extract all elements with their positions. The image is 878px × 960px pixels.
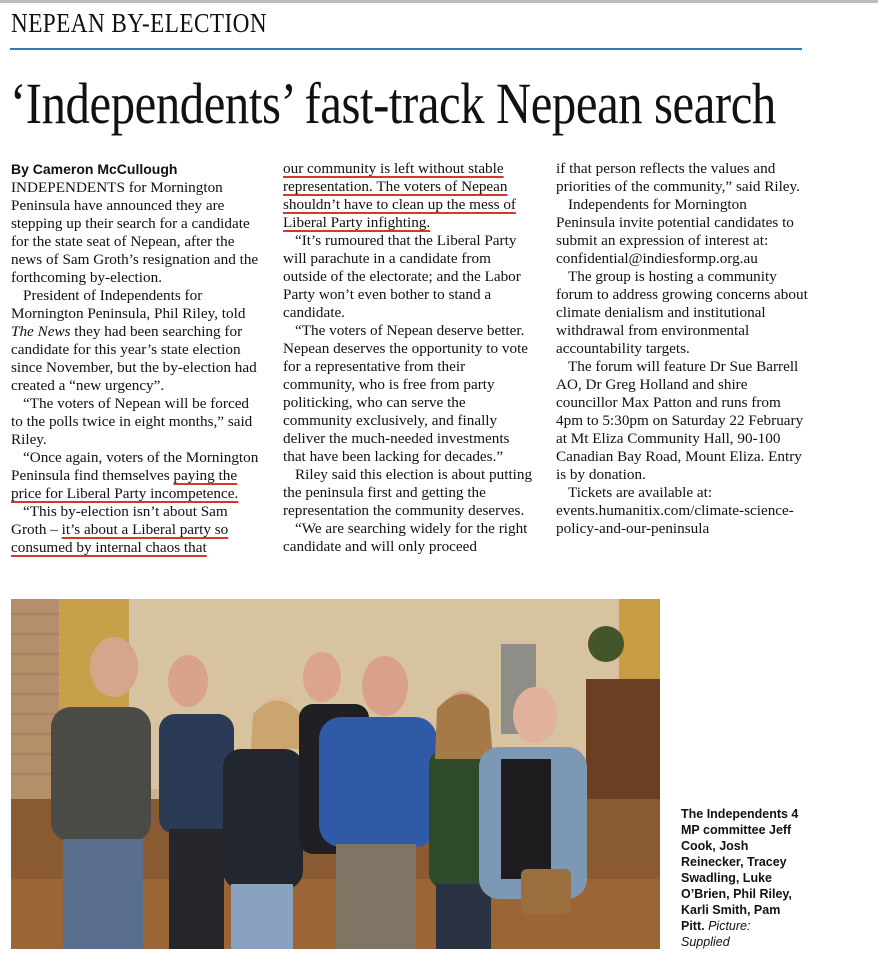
paragraph: “The voters of Nepean will be forced to the polls twice in eight months,” said Riley. [11,395,253,448]
paragraph: “We are searching widely for the right candidate and will only proceed [283,520,528,555]
paragraph: if that person reflects the values and priorities of the community,” said Riley. [556,160,800,195]
section-label: NEPEAN BY-ELECTION [11,8,268,38]
paragraph: “The voters of Nepean deserve better. Nepean deserves the opportunity to vote for a representative from their community, who is free from party politicking, who can serve the community exclusively, and finally deliver the much-needed investments that have been lacking for decades.” [283,322,529,465]
group-photo [11,599,660,949]
caption-credit: Picture: Supplied [681,919,751,949]
article-column-2 [283,160,535,556]
paragraph: Independents for Mornington Peninsula invite potential candidates to submit an expression of interest at: confidential@indiesformp.org.au [556,196,794,267]
headline: ‘Independents’ fast-track Nepean search [10,71,776,136]
paragraph: INDEPENDENTS for Mornington Peninsula have announced they are stepping up their search for a candidate for the state seat of Nepean, after the news of Sam Groth’s resignation and the forthcoming by-election. [11,179,259,286]
paragraph: Tickets are available at: events.humanitix.com/climate-science-policy-and-our-peninsula [556,484,794,537]
paragraph: Riley said this election is about putting the peninsula first and getting the representation the community deserves. [283,466,533,519]
article-column-3 [556,160,808,538]
paragraph: “Once again, voters of the Mornington Peninsula find themselves paying the price for Liberal Party incompetence. [11,449,259,502]
highlighted-text: it’s about a Liberal party so consumed by internal chaos that [11,521,229,556]
paragraph [283,160,535,232]
highlighted-text: our community is left without stable representation. The voters of Nepean shouldn’t have to clean up the mess of Liberal Party infighting. [283,160,516,231]
paragraph: “It’s rumoured that the Liberal Party will parachute in a candidate from outside of the electorate; and the Labor Party won’t even bother to stand a candidate. [283,232,521,321]
publication-name: The News [11,323,71,340]
paragraph: The forum will feature Dr Sue Barrell AO, Dr Greg Holland and shire councillor Max Patton and runs from 4pm to 5:30pm on Saturday 22 February at Mt Eliza Community Hall, 90-100 Canadian Bay Road, Mount Eliza. Entry is by donation. [556,358,804,483]
byline: By Cameron McCullough [11,161,178,177]
section-rule [10,48,802,50]
photo-caption [681,806,801,950]
paragraph: “This by-election isn’t about Sam Groth – it’s about a Liberal party so consumed by internal chaos that [11,503,229,556]
highlighted-text: paying the price for Liberal Party incompetence. [11,467,239,502]
paragraph: The group is hosting a community forum to address growing concerns about climate denialism and institutional withdrawal from environmental accountability targets. [556,268,808,357]
paragraph: President of Independents for Mornington Peninsula, Phil Riley, told The News they had been searching for candidate for this year’s state election since November, but the by-election had created a “new urgency”. [11,287,257,394]
top-border [0,0,878,3]
caption-text: The Independents 4 MP committee Jeff Cook, Josh Reinecker, Tracey Swadling, Luke O’Brien, Phil Riley, Karli Smith, Pam Pitt. [681,807,799,933]
article-column-1 [11,160,263,557]
